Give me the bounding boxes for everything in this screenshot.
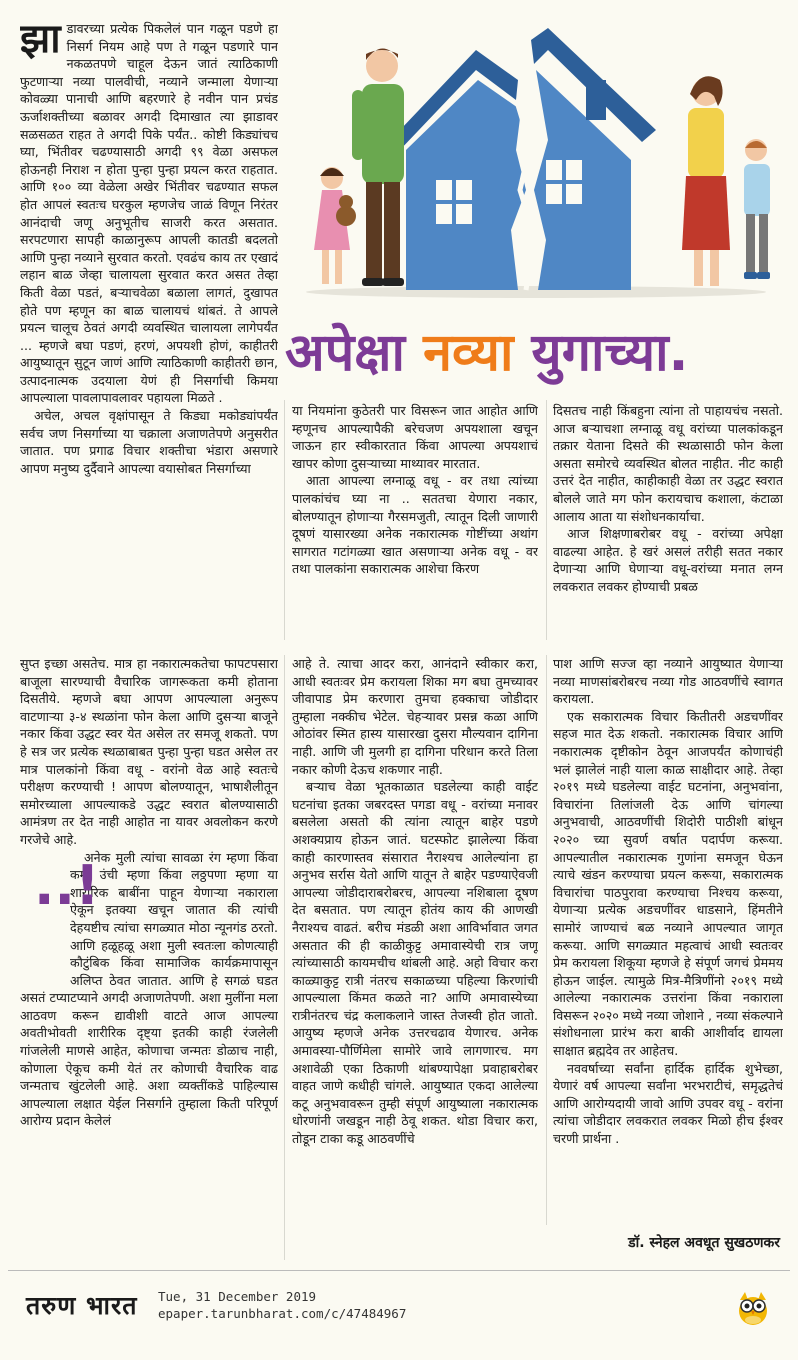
father-figure — [352, 48, 404, 286]
paragraph: एक सकारात्मक विचार कितीतरी अडचणींवर सहज मात देऊ शकतो. नकारात्मक विचार आणि नकारात्मक दृष्टीकोन ठेवून आजपर्यंत कोणाचंही भलं झालेलं नाही याला काळ साक्षीदार आहे. तेव्हा २०१९ मध्ये घडलेल्या वाईट घटनांना, अनुभवांना, विचारांना तिलांजली देऊ आणि चांगल्या अनुभवाची, आठवणींची शिदोरी पाठीशी बांधून २०२० च्या सुवर्ण वर्षात पदार्पण करूया. आपल्यातील नकारात्मक गुणांना समजून घेऊन त्याचे खंडन करण्याचा प्रयत्न करूया, सकारात्मक विचारांचा पाठपुरावा करण्याचा निश्चय करूया, येणाऱ्या प्रत्येक अडचणींवर धाडसाने, हिंमतीने सामोरं जाण्याचं बळ नव्याने आपल्यात जागृत करूया. आणि सगळ्यात महत्वाचं आधी स्वतःवर प्रेम करायला शिकूया म्हणजे हे संपूर्ण जगचं प्रेममय होऊन जाईल. त्यामुळे मित्र-मैत्रिणींनो २०१९ मध्ये आलेल्या नकारात्मक उत्तरांना किंवा नकाराला विसरून २०२० मध्ये नव्या जोशाने , नव्या संकल्पाने संशोधनाला प्रारंभ करा बाकी आशीर्वाद द्यायला साक्षात ब्रह्मदेव तर आहेतच. — [553, 708, 783, 1059]
column-rule — [284, 400, 285, 640]
issue-date: Tue, 31 December 2019 — [158, 1289, 317, 1304]
epaper-url[interactable]: epaper.tarunbharat.com/c/47484967 — [158, 1306, 407, 1321]
column-1-top — [20, 20, 278, 640]
footer-divider — [8, 1270, 790, 1271]
paragraph: नववर्षाच्या सर्वांना हार्दिक हार्दिक शुभेच्छा, येणारं वर्ष आपल्या सर्वांना भरभराटीचं, समृद्धतेचं आणि आरोग्यदायी जावो आणि उपवर वधू - वरांना त्यांचा जोडीदार लवकरात लवकर मिळो हीच ईश्वर चरणी प्रार्थना . — [553, 1060, 783, 1147]
paragraph: सुप्त इच्छा असतेच. मात्र हा नकारात्मकतेचा फापटपसारा बाजूला सारण्याची वैचारिक जागरूकता कमी होताना दिसतीये. म्हणजे बघा आपण आपल्याला अनुरूप वाटणाऱ्या ३-४ स्थळांना फोन केला आणि दुसऱ्या बाजूने नकार किंवा उद्धट स्वर येत असेल तर समजू शकतो. पण हे सत्र जर प्रत्येक स्थळाबाबत पुन्हा पुन्हा घडत असेल तर मात्र पालकांनो किंवा वधू - वरांनो वेळ आहे स्वतःचे परीक्षण करण्याची ! आपण बोलण्यातून, भाषाशैलीतून समोरच्याला आपल्याकडे उद्धट स्वरात बोलण्यासाठी आमंत्रण तर देत नाही आहोत ना यावर अवलोकन करणे गरजेचे आहे. — [20, 656, 278, 847]
family-house-illustration — [286, 10, 786, 300]
son-figure — [744, 139, 770, 279]
headline — [285, 322, 790, 384]
paragraph: पाश आणि सज्ज व्हा नव्याने आयुष्यात येणाऱ्या नव्या माणसांबरोबरच नव्या गोड आठवणींचे स्वागत करायला. — [553, 656, 783, 707]
column-rule — [284, 655, 285, 1260]
paragraph: या नियमांना कुठेतरी पार विसरून जात आहोत आणि म्हणूनच आपल्यापैकी बरेचजण अपयशाला खचून जाऊन हार स्वीकारतात किंवा आपल्या अपयशाचं खापर कोणा दुसऱ्याच्या माथ्यावर मारतात. — [292, 403, 538, 471]
column-3-bottom — [553, 655, 783, 1225]
drop-cap: झा — [20, 20, 61, 62]
headline-word: युगाच्या. — [531, 323, 689, 383]
paragraph: बऱ्याच वेळा भूतकाळात घडलेल्या काही वाईट घटनांचा इतका जबरदस्त पगडा वधू - वरांच्या मनावर बसलेला असतो की त्यांना त्यातून बाहेर पडणे अशक्यप्राय होऊन जातं. घटस्फोट झालेल्या किंवा काही कारणास्तव संसारात नैराश्यच आलेल्यांना हा अनुभव सर्रास येतो आणि यातून ते बाहेर पडण्याऐवजी आपल्या जोडीदाराबरोबरच, आपल्या नशिबाला दूषण देत बसतात. पण त्यातून होतंय काय की आणखी नैराश्यच वाढतं. बरीच मंडळी अशा आविर्भावात जगत असतात की ही काळीकुट्ट अमावास्येची रात्र जणू त्यांच्यासाठी कायमचीच थांबली आहे. अहो विचार करा काळ्याकुट्ट रात्री नंतरच सकाळच्या पहिल्या किरणांची आपल्याला किंमत कळते ना? आणि अमावास्येच्या रात्रीनंतरच चंद्र कलाकलाने जास्त तेजस्वी होत जातो. आयुष्य म्हणजे अनेक उत्तरचढाव येणारच. अनेक अमावस्या-पौर्णिमेला सामोरे जावे लागणारच. मग अशावेळी एका ठिकाणी थांबण्यापेक्षा प्रवाहाबरोबर वाहत जाणे कधीही चांगले. आयुष्यात एकदा आलेल्या कटू अनुभवावरून तुम्ही संपूर्ण आयुष्याला नकारात्मक धोरणांनी जखडून नाही ठेवू शकत. थोडा विचार करा, तोडून टाका कडू आठवणींचे — [292, 779, 538, 1147]
author-byline: डॉ. स्नेहल अवधूत सुखठणकर — [628, 1235, 780, 1251]
paragraph: आज शिक्षणाबरोबर वधू - वरांच्या अपेक्षा वाढल्या आहेत. हे खरं असलं तरीही सतत नकार देणाऱ्या आणि घेणाऱ्या वधू-वरांच्या मनात लग्न लवकरात लवकर होण्याची प्रबळ — [553, 526, 783, 594]
paragraph: अचेल, अचल वृक्षांपासून ते किड्या मकोड्यांपर्यंत सर्वच जण निसर्गाच्या या चक्राला अजाणतेपणे अनुसरीत जातात. पण प्रगाढ विचार शक्तीचा भंडारा असणारे आपण मनुष्य दुर्दैवाने आपल्या वयासोबत निसर्गाच्या — [20, 408, 278, 476]
column-rule — [546, 400, 547, 640]
paragraph: आहे ते. त्याचा आदर करा, आनंदाने स्वीकार करा, आधी स्वतःवर प्रेम करायला शिका मग बघा तुमच्यावर जीवापाड प्रेम करणारा तुमचा हक्काचा जोडीदार तुम्हाला नक्कीच भेटेल. चेहऱ्यावर प्रसन्न कळा आणि ओठांवर स्मित हास्य यासारखा दुसरा मौल्यवान दागिना नाही. आणि जी मुलगी हा दागिना परिधान करते तिला नकार कोणी देऊच शकणार नाही. — [292, 656, 538, 777]
mother-figure — [682, 76, 730, 286]
column-2-top — [292, 402, 538, 640]
column-2-bottom — [292, 655, 538, 1260]
paragraph: ..! अनेक मुली त्यांचा सावळा रंग म्हणा किंवा कमी उंची म्हणा किंवा लठ्ठपणा म्हणा या शारीरिक बाबींना पाहून येणाऱ्या नकाराला ऐकून इतक्या खचून जातात की त्यांची देहयष्टीच त्यांचा सगळ्यात मोठा न्यूनगंड ठरतो. आणि हळूहळू अशा मुली स्वतःला कोणत्याही कौटुंबिक किंवा सामाजिक कार्यक्रमापासून अलिप्त ठेवत जातात. आणि हे सगळं घडत असतं टप्याटप्याने अगदी अजाणतेपणी. अशा मुलींना मला आठवण करून द्यावीशी वाटते आज आपल्या अवतीभोवती शारीरिक दृष्ट्या इतकी काही रंजलेली गांजलेली माणसे आहेत, कोणाचा जन्मतः डोळाच नाही, कोणाला ऐकूच कमी येतं तर कोणाची वैचारिक वाढ जन्मताच खुंटलेली आहे. अशा व्यक्तींकडे पाहिल्यास आपल्याला लक्षात येईल निसर्गाने तुम्हाला किती परिपूर्ण आरोग्य प्रदान केलेलं — [20, 849, 278, 1129]
ellipsis-ornament: ..! — [34, 853, 100, 917]
paragraph: डावरच्या प्रत्येक पिकलेलं पान गळून पडणे हा निसर्ग नियम आहे पण ते गळून पडणारे पान नकळतपणे चाहूल देऊन जातं त्याठिकाणी फुटणाऱ्या नव्या पालवीची, नव्याने जन्माला येणाऱ्या कोवळ्या पानाची आणि बहरणारे हे नवीन पान प्रचंड ऊर्जाशक्तीच्या बळावर अगदी दिमाखात त्या झाडावर सळसळत राहत ते अगदी पिके पर्यंत.. कोष्टी किड्यांचच घ्या, भिंतीवर चढण्यासाठी अगदी ९९ वेळा असफल होऊनही निराश न होता पुन्हा पुन्हा प्रयत्न करत राहतात. आणि १०० व्या वेळेला अखेर भिंतीवर चढण्यात सफल होत आपलं स्वतःच घरकुल म्हणजेच जाळं विणून निरंतर आनंदाची जणू अनुभूतीच साजरी करत असतात. सरपटणारा सापही काळानुरूप आपली कातडी बदलतो आणि पुन्हा नव्याने सुरवात करतो. एवढंच काय तर एखादं लहान बाळ जेव्हा चालायला सुरवात करत असत तेव्हा किती वेळा पडतं, बऱ्याचवेळा बळाला लागतं, दुखापत होते पण म्हणून का बाळ चालायचं थांबतं. ते आपले प्रयत्न चालूच ठेवतं अगदी व्यवस्थित चालायला लागेपर्यंत ... म्हणजे बघा पडणं, हरणं, अपयशी होणं, काहीतरी आयुष्यातून सुटून जाणं आणि त्याठिकाणी काहीतरी छान, उत्पादनात्मक उदयाला येणं ही निसर्गाची किमया आपल्याला पावलापावलावर पहायला मिळते . — [20, 21, 278, 406]
column-1-bottom — [20, 655, 278, 1260]
paragraph: दिसतच नाही किंबहुना त्यांना तो पाहायचंच नसतो. आज बऱ्याचशा लग्नाळू वधू वरांच्या पालकांकडून तक्रार येताना दिसते की स्थळासाठी फोन केला असता समोरचे व्यवस्थित बोलत नाहीत. नीट काही उत्तरं देत नाहीत, काहीकाही वेळा तर उद्धट स्वरात बोलले जाते मग फोन करायचाच कशाला, कंटाळा आलाय आता या संशोधनकार्याचा. — [553, 403, 783, 524]
newspaper-logo: तरुण भारत — [26, 1291, 138, 1320]
owl-icon[interactable] — [736, 1290, 770, 1326]
headline-word-highlight: नव्या — [423, 323, 514, 383]
headline-word: अपेक्षा — [285, 323, 406, 383]
daughter-figure — [314, 167, 356, 284]
epaper-info — [158, 1288, 406, 1322]
paragraph: आता आपल्या लग्नाळू वधू - वर तथा त्यांच्या पालकांचंच घ्या ना .. सततचा येणारा नकार, बोलण्यातून होणाऱ्या गैरसमजुती, त्यातून दिली जाणारी दूषणं यासारख्या अनेक नकारात्मक गोष्टींच्या अथांग सागरात गटांगळ्या खात असणाऱ्या अनेक वधू - वर तथा पालकांना सकारात्मक आशेचा किरण — [292, 473, 538, 577]
column-rule — [546, 655, 547, 1225]
column-3-top — [553, 402, 783, 640]
